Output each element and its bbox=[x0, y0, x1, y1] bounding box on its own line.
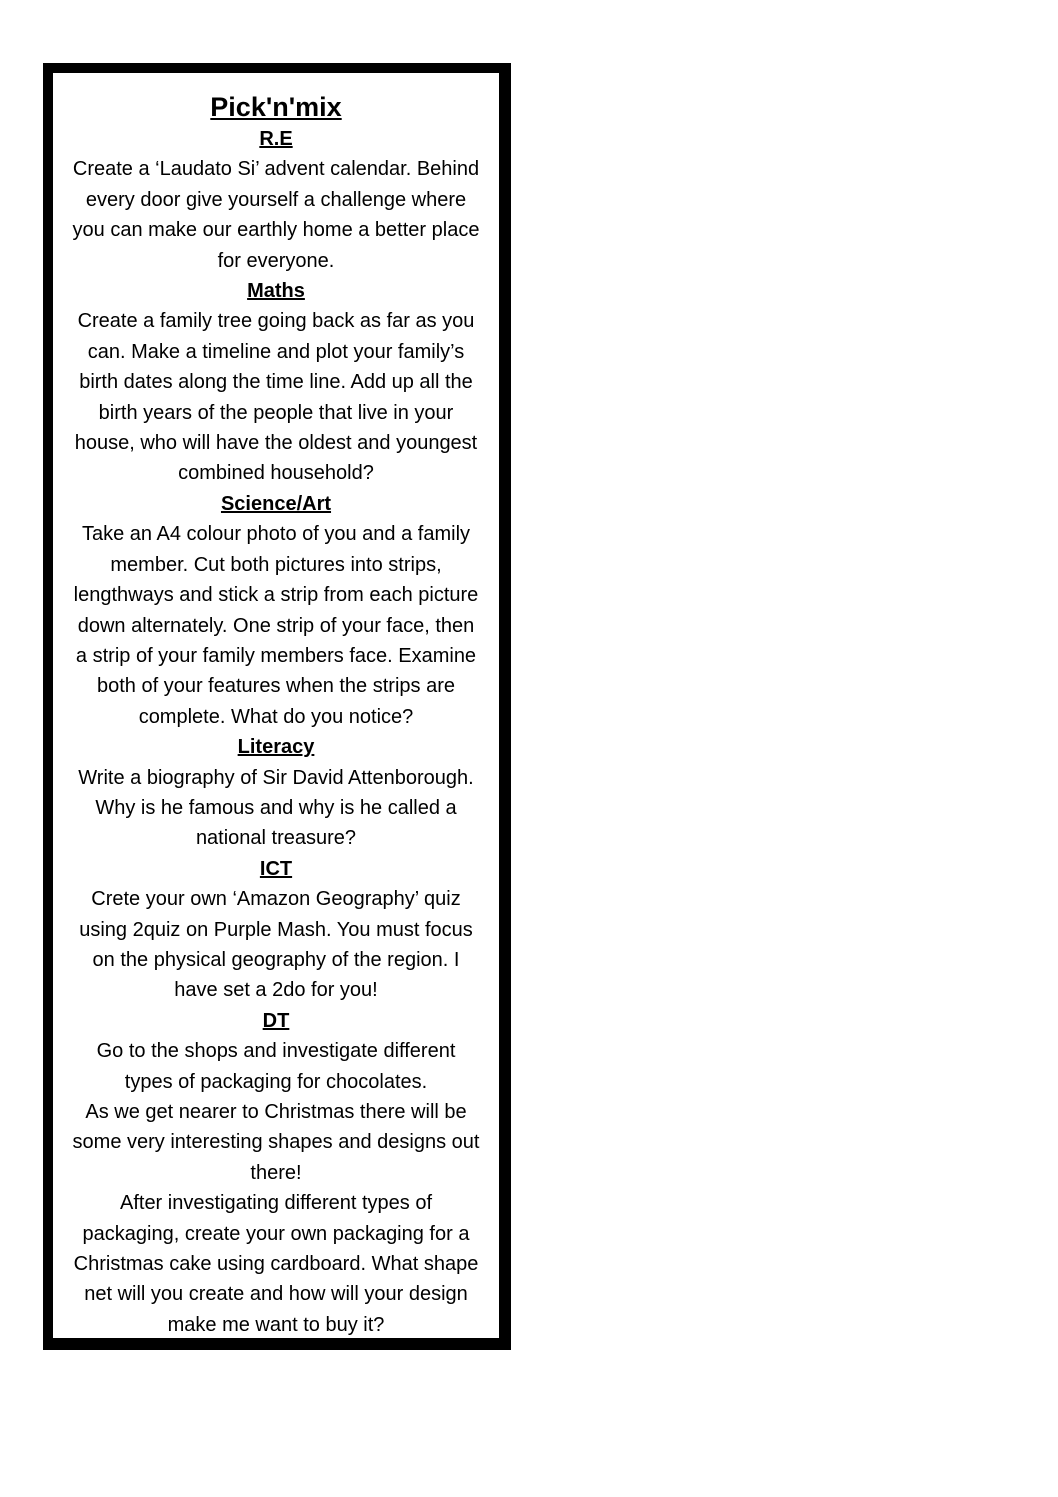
text-line: Why is he famous and why is he called a bbox=[95, 796, 457, 819]
text-line: birth years of the people that live in your bbox=[98, 401, 454, 424]
text-line: some very interesting shapes and designs out bbox=[72, 1131, 480, 1154]
section-text bbox=[53, 1036, 499, 1340]
text-line: complete. What do you notice? bbox=[138, 705, 414, 728]
text-line: birth dates along the time line. Add up all the bbox=[79, 371, 473, 394]
text-line: down alternately. One strip of your face, then bbox=[77, 614, 475, 637]
activity-card bbox=[43, 63, 511, 1350]
text-line: a strip of your family members face. Examine bbox=[75, 644, 477, 667]
section-maths bbox=[53, 276, 499, 489]
section-science-art bbox=[53, 489, 499, 732]
card-content bbox=[53, 90, 499, 1340]
text-line: Christmas cake using cardboard. What shape bbox=[73, 1253, 479, 1276]
text-line: Go to the shops and investigate different bbox=[96, 1040, 456, 1063]
text-line: every door give yourself a challenge where bbox=[85, 188, 467, 211]
section-text bbox=[53, 306, 499, 488]
section-heading: Science/Art bbox=[220, 492, 332, 515]
text-line: lengthways and stick a strip from each picture bbox=[73, 584, 479, 607]
section-heading: Maths bbox=[247, 280, 305, 303]
text-line: national treasure? bbox=[195, 827, 357, 850]
text-line: packaging, create your own packaging for a bbox=[82, 1222, 470, 1245]
text-line: Write a biography of Sir David Attenborough. bbox=[78, 766, 474, 789]
text-line: types of packaging for chocolates. bbox=[124, 1070, 428, 1093]
section-re bbox=[53, 124, 499, 276]
section-text bbox=[53, 154, 499, 276]
text-line: net will you create and how will your design bbox=[84, 1283, 468, 1306]
section-text bbox=[53, 884, 499, 1006]
text-line: for everyone. bbox=[217, 249, 335, 272]
section-dt bbox=[53, 1006, 499, 1340]
text-line: Create a family tree going back as far as you bbox=[77, 310, 475, 333]
text-line: on the physical geography of the region. I bbox=[92, 948, 460, 971]
text-line: you can make our earthly home a better place bbox=[72, 219, 480, 242]
section-heading: DT bbox=[262, 1009, 290, 1032]
text-line: combined household? bbox=[178, 462, 374, 485]
text-line: Create a ‘Laudato Si’ advent calendar. Behind bbox=[72, 158, 480, 181]
text-line: both of your features when the strips are bbox=[97, 675, 455, 698]
section-heading: R.E bbox=[259, 128, 293, 150]
text-line: As we get nearer to Christmas there will be bbox=[85, 1101, 467, 1123]
section-text bbox=[53, 763, 499, 854]
text-line: Crete your own ‘Amazon Geography’ quiz bbox=[91, 888, 461, 911]
text-line: Take an A4 colour photo of you and a family bbox=[81, 523, 471, 546]
text-line: After investigating different types of bbox=[119, 1192, 433, 1215]
text-line: member. Cut both pictures into strips, bbox=[110, 553, 442, 576]
section-literacy bbox=[53, 732, 499, 854]
text-line: there! bbox=[250, 1161, 302, 1184]
section-ict bbox=[53, 854, 499, 1006]
text-line: using 2quiz on Purple Mash. You must focus bbox=[79, 918, 473, 941]
section-text bbox=[53, 519, 499, 732]
section-heading: ICT bbox=[259, 857, 293, 880]
text-line: can. Make a timeline and plot your family’s bbox=[87, 340, 465, 363]
text-line: make me want to buy it? bbox=[167, 1313, 385, 1336]
section-heading: Literacy bbox=[237, 736, 315, 759]
page-title: Pick'n'mix bbox=[210, 92, 342, 122]
text-line: have set a 2do for you! bbox=[174, 979, 378, 1002]
text-line: house, who will have the oldest and youngest bbox=[74, 432, 478, 455]
